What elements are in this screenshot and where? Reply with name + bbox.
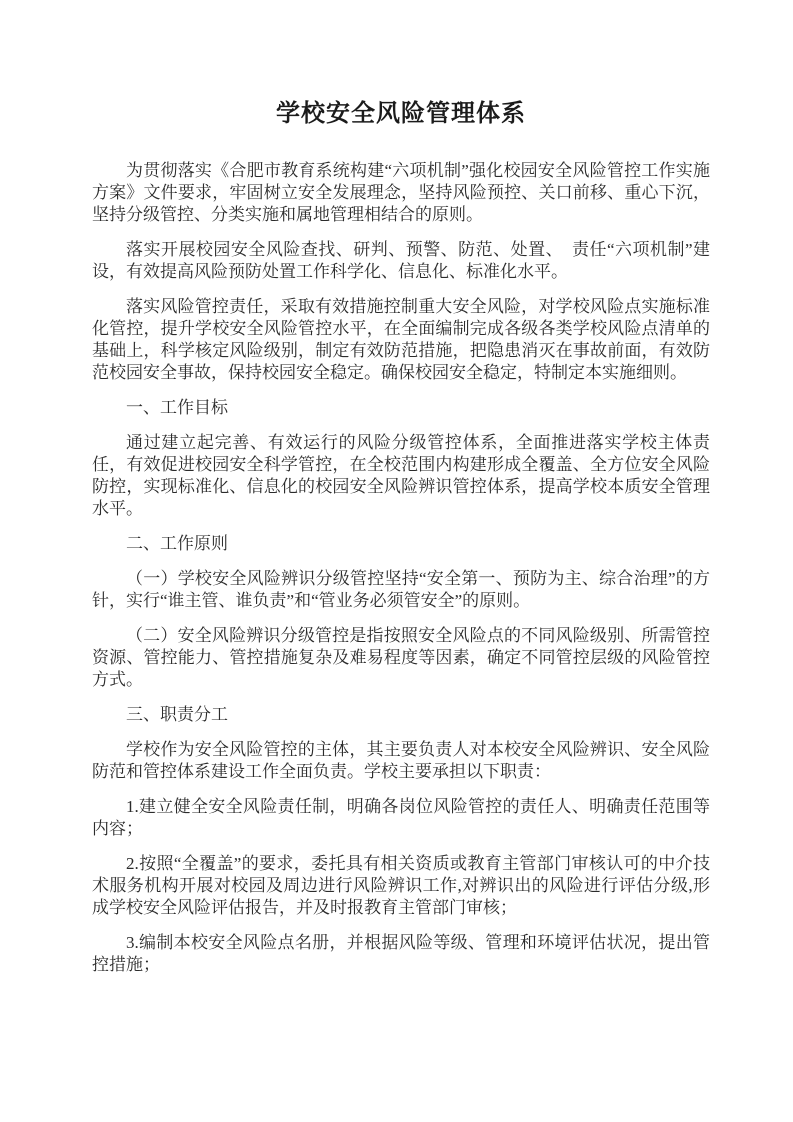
section-heading-work-goals: 一、工作目标 [126, 398, 228, 417]
document-title: 学校安全风险管理体系 [276, 101, 526, 127]
paragraph-intro-policy: 为贯彻落实《合肥市教育系统构建“六项机制”强化校园安全风险管控工作实施方案》文件要求，牢固树立安全发展理念，坚持风险预控、关口前移、重心下沉，坚持分级管控、分类实施和属地管理相结合的原则。 [92, 161, 710, 224]
section-heading-duty-division: 三、职责分工 [126, 705, 228, 724]
paragraph-duty-item-1: 1.建立健全安全风险责任制，明确各岗位风险管控的责任人、明确责任范围等内容； [92, 797, 710, 838]
paragraph-six-mechanisms: 落实开展校园安全风险查找、研判、预警、防范、处置、 责任“六项机制”建设，有效提高风险预防处置工作科学化、信息化、标准化水平。 [92, 240, 710, 281]
paragraph-work-goals-body: 通过建立起完善、有效运行的风险分级管控体系，全面推进落实学校主体责任，有效促进校园安全科学管控，在全校范围内构建形成全覆盖、全方位安全风险防控，实现标准化、信息化的校园安全风险辨识管控体系，提高学校本质安全管理水平。 [92, 433, 710, 518]
paragraph-risk-responsibility: 落实风险管控责任，采取有效措施控制重大安全风险，对学校风险点实施标准化管控，提升学校安全风险管控水平，在全面编制完成各级各类学校风险点清单的基础上，科学核定风险级别，制定有效防范措施，把隐患消灭在事故前面，有效防范校园安全事故，保持校园安全稳定。确保校园安全稳定，特制定本实施细则。 [92, 297, 710, 382]
paragraph-duty-item-3: 3.编制本校安全风险点名册，并根据风险等级、管理和环境评估状况，提出管控措施； [92, 933, 710, 974]
paragraph-principle-2: （二）安全风险辨识分级管控是指按照安全风险点的不同风险级别、所需管控资源、管控能力、管控措施复杂及难易程度等因素，确定不同管控层级的风险管控方式。 [92, 626, 710, 689]
section-heading-work-principles: 二、工作原则 [126, 534, 228, 553]
paragraph-principle-1: （一）学校安全风险辨识分级管控坚持“安全第一、预防为主、综合治理”的方针，实行“谁主管、谁负责”和“管业务必须管安全”的原则。 [92, 569, 710, 610]
paragraph-school-duties-intro: 学校作为安全风险管控的主体，其主要负责人对本校安全风险辨识、安全风险防范和管控体系建设工作全面负责。学校主要承担以下职责： [92, 740, 710, 781]
paragraph-duty-item-2: 2.按照“全覆盖”的要求，委托具有相关资质或教育主管部门审核认可的中介技术服务机构开展对校园及周边进行风险辨识工作,对辨识出的风险进行评估分级,形成学校安全风险评估报告，并及时报教育主管部门审核； [92, 854, 710, 917]
